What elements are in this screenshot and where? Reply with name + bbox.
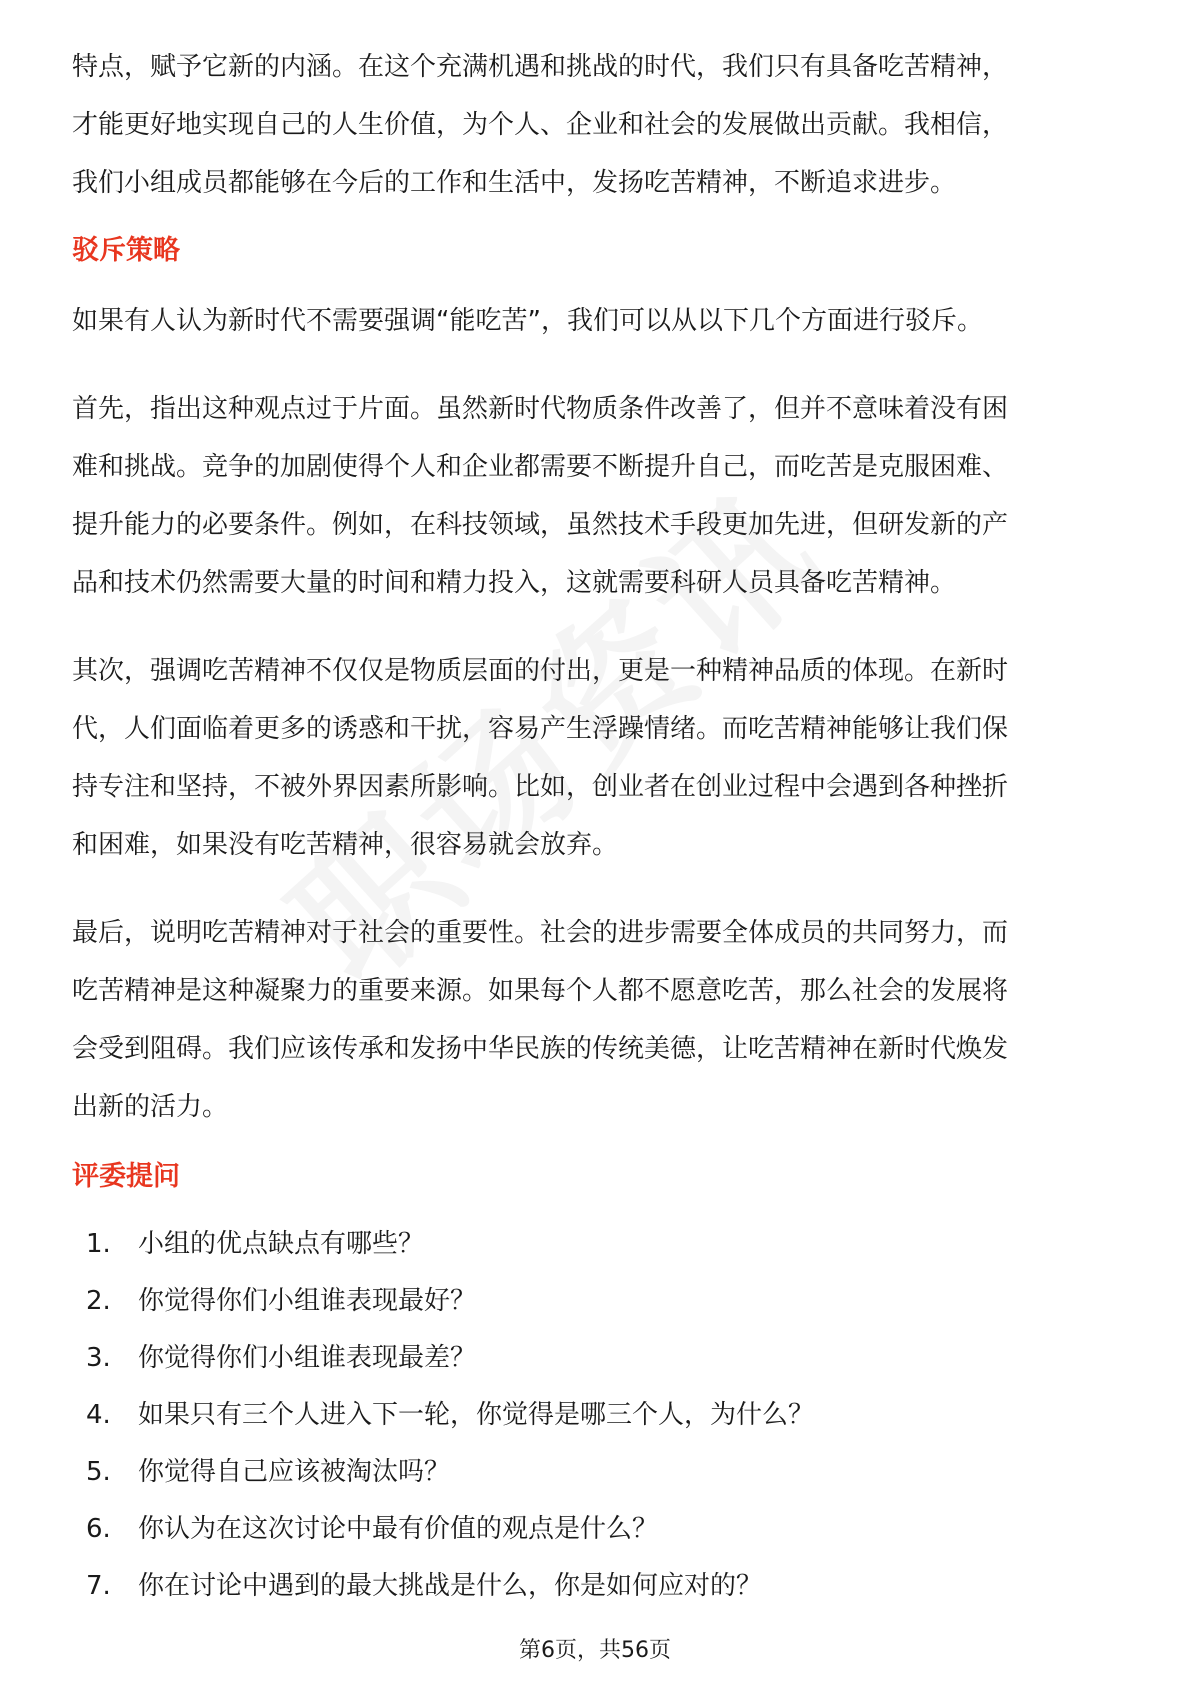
list-number: 7. [86, 1571, 111, 1601]
text-line: 品和技术仍然需要大量的时间和精力投入，这就需要科研人员具备吃苦精神。 [72, 568, 957, 598]
list-number: 3. [86, 1343, 111, 1373]
list-item [72, 1387, 1120, 1444]
text-line: 我们小组成员都能够在今后的工作和生活中，发扬吃苦精神，不断追求进步。 [72, 168, 957, 198]
list-number: 5. [86, 1457, 111, 1487]
text-line: 吃苦精神是这种凝聚力的重要来源。如果每个人都不愿意吃苦，那么社会的发展将 [72, 976, 1009, 1006]
list-text: 你在讨论中遇到的最大挑战是什么，你是如何应对的？ [138, 1571, 763, 1601]
refute-paragraph-1 [72, 292, 1120, 350]
list-text: 你觉得你们小组谁表现最好？ [138, 1286, 477, 1316]
text-line: 代，人们面临着更多的诱惑和干扰，容易产生浮躁情绪。而吃苦精神能够让我们保 [72, 714, 1009, 744]
list-text: 如果只有三个人进入下一轮，你觉得是哪三个人，为什么？ [138, 1400, 815, 1430]
list-item [72, 1330, 1120, 1387]
list-text: 你认为在这次讨论中最有价值的观点是什么？ [138, 1514, 659, 1544]
list-item [72, 1216, 1120, 1273]
text-line: 如果有人认为新时代不需要强调“能吃苦”，我们可以从以下几个方面进行驳斥。 [72, 306, 983, 336]
list-number: 6. [86, 1514, 111, 1544]
text-line: 和困难，如果没有吃苦精神，很容易就会放弃。 [72, 830, 619, 860]
text-line: 其次，强调吃苦精神不仅仅是物质层面的付出，更是一种精神品质的体现。在新时 [72, 656, 1009, 686]
list-text: 小组的优点缺点有哪些？ [138, 1229, 425, 1259]
text-line: 最后，说明吃苦精神对于社会的重要性。社会的进步需要全体成员的共同努力，而 [72, 918, 1009, 948]
text-line: 首先，指出这种观点过于片面。虽然新时代物质条件改善了，但并不意味着没有困 [72, 394, 1009, 424]
list-number: 1. [86, 1229, 111, 1259]
text-line: 提升能力的必要条件。例如，在科技领域，虽然技术手段更加先进，但研发新的产 [72, 510, 1009, 540]
page-number: 第6页，共56页 [519, 1638, 671, 1663]
section-heading-questions: 评委提问 [72, 1161, 180, 1192]
page-footer [0, 1636, 1190, 1666]
refute-paragraph-2 [72, 380, 1120, 612]
refute-paragraph-4 [72, 904, 1120, 1136]
section-heading-refute: 驳斥策略 [72, 235, 180, 266]
text-line: 难和挑战。竞争的加剧使得个人和企业都需要不断提升自己，而吃苦是克服困难、 [72, 452, 1009, 482]
list-text: 你觉得自己应该被淘汰吗？ [138, 1457, 451, 1487]
list-item [72, 1558, 1120, 1615]
document-body [72, 38, 1120, 1615]
list-item [72, 1444, 1120, 1501]
text-line: 特点，赋予它新的内涵。在这个充满机遇和挑战的时代，我们只有具备吃苦精神， [72, 52, 1009, 82]
text-line: 会受到阻碍。我们应该传承和发扬中华民族的传统美德，让吃苦精神在新时代焕发 [72, 1034, 1009, 1064]
text-line: 才能更好地实现自己的人生价值，为个人、企业和社会的发展做出贡献。我相信， [72, 110, 1009, 140]
list-number: 2. [86, 1286, 111, 1316]
list-item [72, 1273, 1120, 1330]
list-item [72, 1501, 1120, 1558]
refute-paragraph-3 [72, 642, 1120, 874]
question-list [72, 1216, 1120, 1615]
list-text: 你觉得你们小组谁表现最差？ [138, 1343, 477, 1373]
text-line: 持专注和坚持，不被外界因素所影响。比如，创业者在创业过程中会遇到各种挫折 [72, 772, 1009, 802]
text-line: 出新的活力。 [72, 1092, 229, 1122]
intro-paragraph [72, 38, 1120, 212]
list-number: 4. [86, 1400, 111, 1430]
